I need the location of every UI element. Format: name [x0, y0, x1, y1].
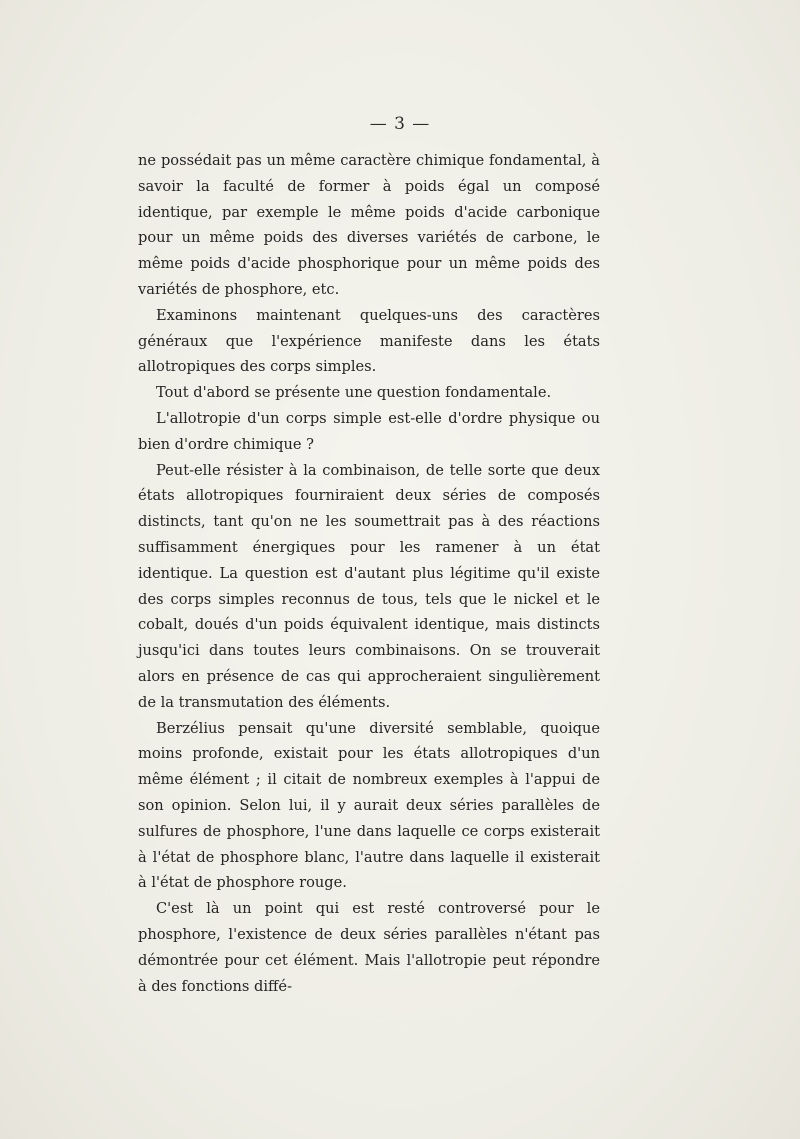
paragraph-2: Examinons maintenant quelques-uns des caractères généraux que l'expérience manifeste dans les états allotropiques des corps simples. — [138, 306, 600, 376]
paragraph-6: Berzélius pensait qu'une diversité semblable, quoique moins profonde, existait pour les états allotropiques d'un même élément ; il citait de nombreux exemples à l'appui de son opinion. Selon lui, il y aurait deux séries parallèles de sulfures de phosphore, l'une dans laquelle ce corps existerait à l'état de phosphore blanc, l'autre dans laquelle il existerait à l'état de phosphore rouge. — [138, 719, 600, 892]
paragraph-7: C'est là un point qui est resté controversé pour le phosphore, l'existence de deux séries parallèles n'étant pas démontrée pour cet élément. Mais l'allotropie peut répondre à des fonctions diffé- — [138, 900, 600, 995]
paragraph-5: Peut-elle résister à la combinaison, de telle sorte que deux états allotropiques fourniraient deux séries de composés distincts, tant qu'on ne les soumettrait pas à des réactions suffisamment énergiques pour les ramener à un état identique. La question est d'autant plus légitime qu'il existe des corps simples reconnus de tous, tels que le nickel et le cobalt, doués d'un poids équivalent identique, mais distincts jusqu'ici dans toutes leurs combinaisons. On se trouverait alors en présence de cas qui approcheraient singulièrement de la transmutation des éléments. — [138, 461, 600, 711]
paragraph-4: L'allotropie d'un corps simple est-elle d'ordre physique ou bien d'ordre chimique ? — [138, 409, 600, 453]
paragraph-3: Tout d'abord se présente une question fondamentale. — [156, 384, 552, 402]
body-text — [138, 148, 600, 999]
page-number: — 3 — — [369, 114, 431, 134]
paragraph-1: ne possédait pas un même caractère chimique fondamental, à savoir la faculté de former à poids égal un composé identique, par exemple le même poids d'acide carbonique pour un même poids des diverses variétés de carbone, le même poids d'acide phosphorique pour un même poids des variétés de phosphore, etc. — [138, 152, 600, 298]
